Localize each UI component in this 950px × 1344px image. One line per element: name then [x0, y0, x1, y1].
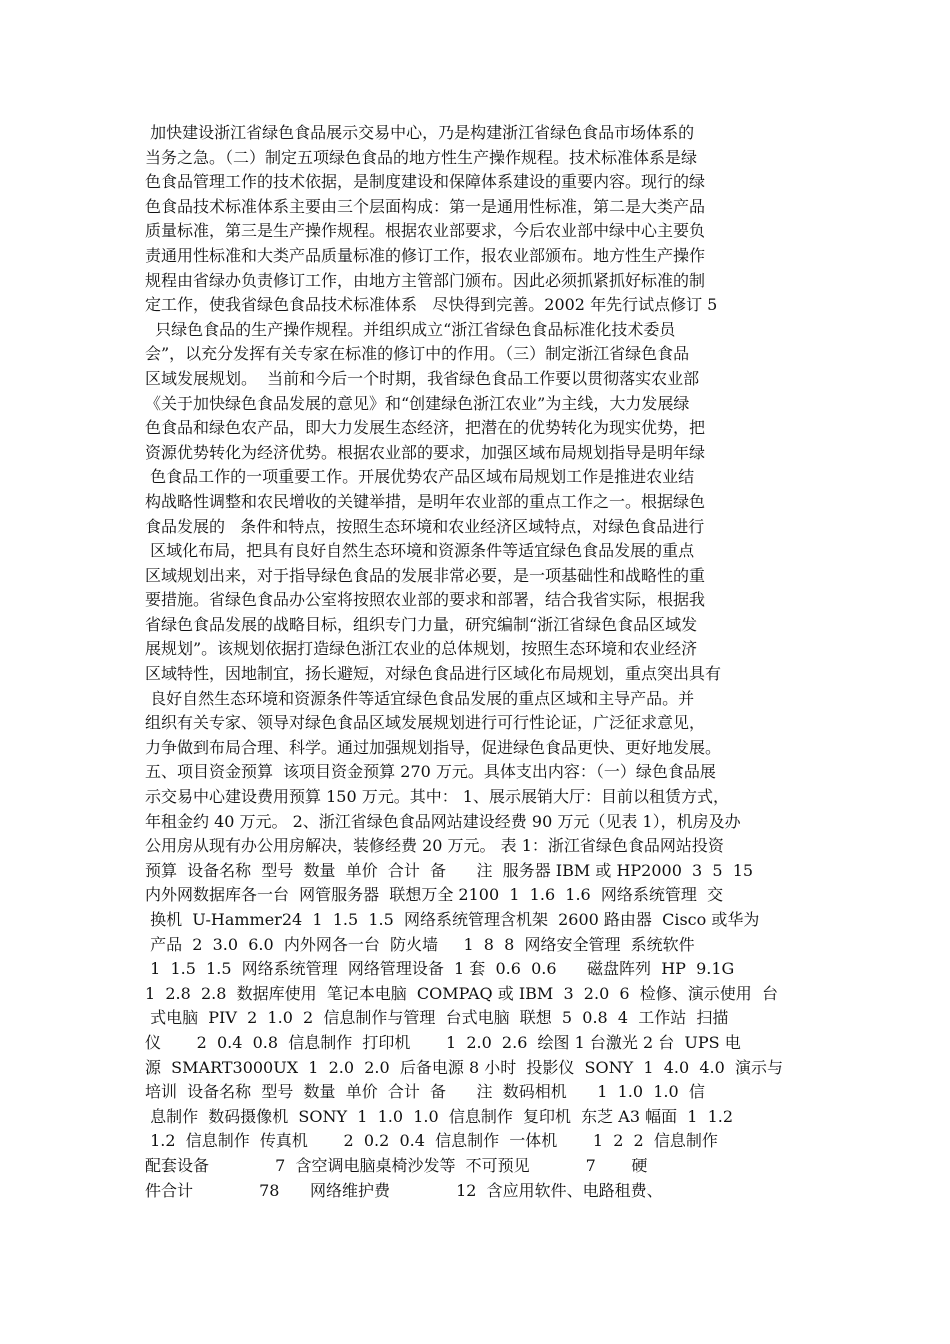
text-line: 源 SMART3000UX 1 2.0 2.0 后备电源 8 小时 投影仪 SONY 1 4.0 4.0 演示与 [145, 1057, 783, 1077]
text-line: 《关于加快绿色食品发展的意见》和“创建绿色浙江农业”为主线，大力发展绿 [145, 393, 690, 413]
text-line: 力争做到布局合理、科学。通过加强规划指导，促进绿色食品更快、更好地发展。 [145, 737, 722, 757]
text-line: 预算 设备名称 型号 数量 单价 合计 备 注 服务器 IBM 或 HP2000 3 5 15 [145, 860, 754, 880]
text-line: 产品 2 3.0 6.0 内外网各一台 防火墙 1 8 8 网络安全管理 系统软件 [145, 934, 695, 954]
text-line: 资源优势转化为经济优势。根据农业部的要求，加强区域布局规划指导是明年绿 [145, 442, 706, 462]
text-line: 会”，以充分发挥有关专家在标准的修订中的作用。（三）制定浙江省绿色食品 [145, 344, 690, 364]
text-line: 1 1.5 1.5 网络系统管理 网络管理设备 1 套 0.6 0.6 磁盘阵列 HP 9.1G [145, 959, 735, 979]
text-line: 定工作，使我省绿色食品技术标准体系 尽快得到完善。2002 年先行试点修订 5 [145, 295, 718, 315]
text-line: 1 2.8 2.8 数据库使用 笔记本电脑 COMPAQ 或 IBM 3 2.0 6 检修、演示使用 台 [145, 983, 778, 1003]
text-line: 构战略性调整和农民增收的关键举措，是明年农业部的重点工作之一。根据绿色 [145, 491, 706, 511]
text-line: 配套设备 7 含空调电脑桌椅沙发等 不可预见 7 硬 [145, 1155, 648, 1175]
text-line: 只绿色食品的生产操作规程。并组织成立“浙江省绿色食品标准化技术委员 [145, 319, 676, 339]
text-line: 良好自然生态环境和资源条件等适宜绿色食品发展的重点区域和主导产品。并 [145, 688, 695, 708]
text-line: 质量标准，第三是生产操作规程。根据农业部要求，今后农业部中绿中心主要负 [145, 221, 706, 241]
text-line: 省绿色食品发展的战略目标，组织专门力量，研究编制“浙江省绿色食品区域发 [145, 614, 698, 634]
text-line: 当务之急。（二）制定五项绿色食品的地方性生产操作规程。技术标准体系是绿 [145, 147, 698, 167]
text-line: 换机 U-Hammer24 1 1.5 1.5 网络系统管理含机架 2600 路由器 Cisco 或华为 [145, 910, 760, 929]
text-line: 组织有关专家、领导对绿色食品区域发展规划进行可行性论证，广泛征求意见， [145, 713, 706, 733]
text-line: 食品发展的 条件和特点，按照生态环境和农业经济区域特点，对绿色食品进行 [145, 516, 705, 536]
text-line: 区域发展规划。 当前和今后一个时期，我省绿色食品工作要以贯彻落实农业部 [145, 368, 700, 388]
text-line: 五、项目资金预算 该项目资金预算 270 万元。具体支出内容：（一）绿色食品展 [145, 762, 716, 782]
text-line: 仪 2 0.4 0.8 信息制作 打印机 1 2.0 2.6 绘图 1 台激光 2 台 UPS 电 [145, 1032, 741, 1052]
text-line: 区域规划出来，对于指导绿色食品的发展非常必要，是一项基础性和战略性的重 [145, 565, 706, 585]
text-line: 内外网数据库各一台 网管服务器 联想万全 2100 1 1.6 1.6 网络系统管理 交 [145, 885, 724, 905]
text-line: 件合计 78 网络维护费 12 含应用软件、电路租费、 [145, 1180, 663, 1200]
text-line: 要措施。省绿色食品办公室将按照农业部的要求和部署，结合我省实际，根据我 [145, 590, 706, 610]
text-line: 年租金约 40 万元。 2、浙江省绿色食品网站建设经费 90 万元（见表 1），机房及办 [145, 811, 741, 831]
text-line: 规程由省绿办负责修订工作，由地方主管部门颁布。因此必须抓紧抓好标准的制 [145, 270, 706, 290]
text-line: 公用房从现有办公用房解决，装修经费 20 万元。 表 1：浙江省绿色食品网站投资 [145, 836, 724, 856]
text-line: 息制作 数码摄像机 SONY 1 1.0 1.0 信息制作 复印机 东芝 A3 幅面 1 1.2 [145, 1106, 734, 1126]
document-page [145, 121, 785, 1203]
text-line: 式电脑 PIV 2 1.0 2 信息制作与管理 台式电脑 联想 5 0.8 4 工作站 扫描 [145, 1008, 729, 1028]
text-line: 区域化布局，把具有良好自然生态环境和资源条件等适宜绿色食品发展的重点 [145, 541, 695, 561]
text-line: 示交易中心建设费用预算 150 万元。其中： 1、展示展销大厅：目前以租赁方式， [145, 787, 729, 807]
text-line: 色食品管理工作的技术依据，是制度建设和保障体系建设的重要内容。现行的绿 [145, 172, 706, 192]
text-line: 色食品技术标准体系主要由三个层面构成：第一是通用性标准，第二是大类产品 [145, 196, 706, 216]
text-line: 1.2 信息制作 传真机 2 0.2 0.4 信息制作 一体机 1 2 2 信息制作 [145, 1131, 718, 1151]
text-line: 培训 设备名称 型号 数量 单价 合计 备 注 数码相机 1 1.0 1.0 信 [145, 1082, 705, 1102]
text-line: 色食品工作的一项重要工作。开展优势农产品区域布局规划工作是推进农业结 [145, 467, 695, 487]
text-line: 色食品和绿色农产品，即大力发展生态经济，把潜在的优势转化为现实优势，把 [145, 418, 706, 438]
text-line: 加快建设浙江省绿色食品展示交易中心，乃是构建浙江省绿色食品市场体系的 [145, 123, 695, 142]
text-line: 区域特性，因地制宜，扬长避短，对绿色食品进行区域化布局规划，重点突出具有 [145, 664, 722, 684]
text-line: 责通用性标准和大类产品质量标准的修订工作，报农业部颁布。地方性生产操作 [145, 245, 706, 265]
text-line: 展规划”。该规划依据打造绿色浙江农业的总体规划，按照生态环境和农业经济 [145, 639, 698, 659]
